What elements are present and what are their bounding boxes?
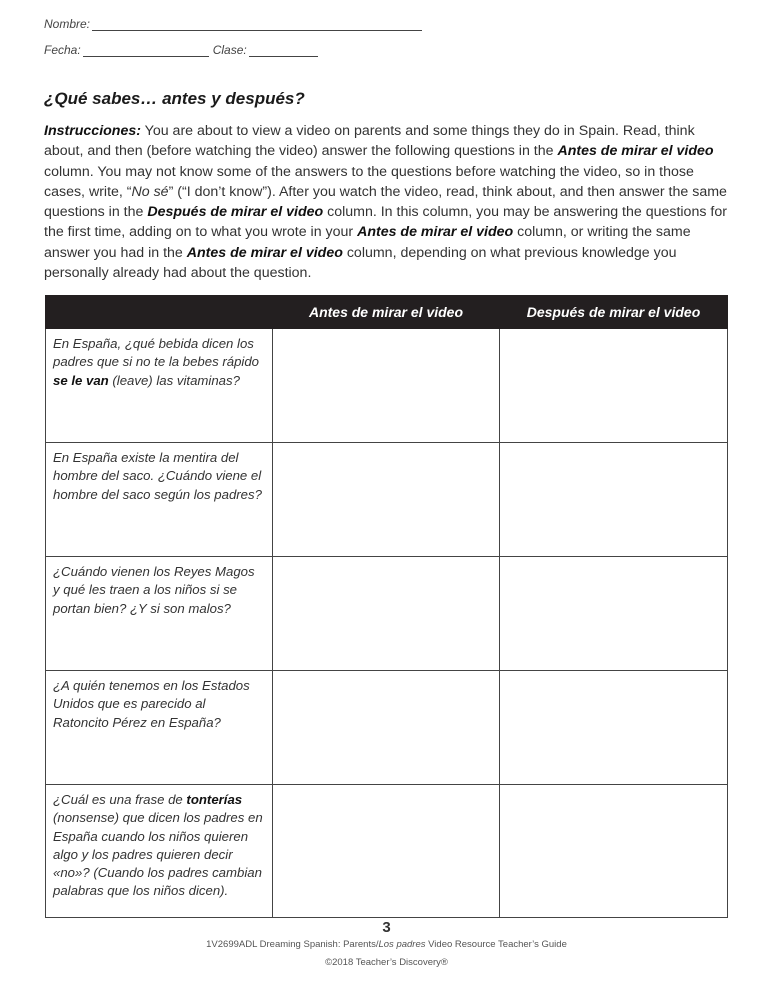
header-despues: Después de mirar el video	[500, 296, 728, 329]
answer-despues-cell[interactable]	[500, 671, 728, 785]
answer-antes-cell[interactable]	[273, 443, 500, 557]
question-cell	[46, 785, 273, 918]
instructions-text: column, or writing the same answer you had in the	[44, 224, 691, 261]
instructions-emphasis: Antes de mirar el video	[557, 143, 714, 160]
date-label: Fecha:	[44, 43, 81, 57]
page-number: 3	[382, 919, 391, 936]
instructions-text: column. You may not know some of the answers to the questions before watching the video, so in those cases, write, “	[44, 163, 694, 200]
question-text: ¿Cuál es una frase de	[53, 792, 187, 807]
table-row	[46, 785, 728, 918]
question-text: En España existe la mentira del hombre del saco. ¿Cuándo viene el hombre del saco según los padres?	[53, 450, 262, 502]
question-text: (nonsense) que dicen los padres en España cuando los niños quieren algo y los padres quieren decir «no»? (Cuando los padres cambian palabras que los niños dicen).	[53, 810, 263, 899]
footer-guide-title	[0, 939, 773, 950]
question-text: ¿Cuándo vienen los Reyes Magos y qué les traen a los niños si se portan bien? ¿Y si son malos?	[53, 564, 255, 616]
question-cell	[46, 329, 273, 443]
instructions-text: You are about to view a video on parents and some things they do in Spain. Read, think about, and then (before watching the video) answer the following questions in the	[44, 123, 695, 160]
answer-despues-cell[interactable]	[500, 443, 728, 557]
answer-despues-cell[interactable]	[500, 785, 728, 918]
header-antes: Antes de mirar el video	[273, 296, 500, 329]
instructions-no-se: No sé	[131, 183, 169, 200]
table-header-row	[46, 296, 728, 329]
name-field-row	[44, 17, 422, 31]
instructions-text: ” (“I don’t know”). After you watch the video, read, think about, and then answer the same questions in the	[44, 183, 727, 221]
name-input-line[interactable]	[92, 17, 422, 31]
instructions-paragraph	[44, 121, 734, 283]
header-question	[46, 296, 273, 329]
instructions-label: Instrucciones:	[44, 123, 141, 139]
question-text: En España, ¿qué bebida dicen los padres que si no te la bebes rápido	[53, 336, 260, 370]
footer-guide-suffix: Video Resource Teacher’s Guide	[425, 939, 567, 950]
question-text: ¿A quién tenemos en los Estados Unidos que es parecido al Ratoncito Pérez en España?	[53, 678, 250, 730]
question-keyword: tonterías	[186, 792, 243, 807]
question-cell	[46, 557, 273, 671]
instructions-emphasis: Después de mirar el video	[147, 204, 324, 221]
question-keyword: se le van	[53, 372, 109, 388]
answer-despues-cell[interactable]	[500, 557, 728, 671]
instructions-text: column, depending on what previous knowledge you personally already had about the question.	[44, 244, 677, 282]
footer-copyright: ©2018 Teacher’s Discovery®	[325, 957, 448, 968]
footer-guide-prefix: 1V2699ADL Dreaming Spanish: Parents/	[206, 939, 379, 950]
instructions-emphasis: Antes de mirar el video	[357, 224, 514, 241]
question-cell	[46, 671, 273, 785]
question-table	[45, 295, 728, 918]
date-class-row	[44, 43, 318, 57]
answer-antes-cell[interactable]	[273, 671, 500, 785]
answer-despues-cell[interactable]	[500, 329, 728, 443]
instructions-text: column. In this column, you may be answering the questions for the first time, adding on to what you wrote in your	[44, 204, 727, 241]
class-input-line[interactable]	[249, 43, 318, 57]
table-row	[46, 671, 728, 785]
question-text: (leave) las vitaminas?	[108, 372, 240, 388]
table-row	[46, 443, 728, 557]
answer-antes-cell[interactable]	[273, 785, 500, 918]
table-row	[46, 329, 728, 443]
instructions-emphasis: Antes de mirar el video	[186, 244, 343, 261]
page-title: ¿Qué sabes… antes y después?	[44, 89, 305, 108]
date-input-line[interactable]	[83, 43, 209, 57]
table-row	[46, 557, 728, 671]
class-label: Clase:	[212, 43, 247, 57]
name-label: Nombre:	[44, 17, 91, 31]
answer-antes-cell[interactable]	[273, 557, 500, 671]
question-cell	[46, 443, 273, 557]
footer-guide-italic: Los padres	[378, 939, 426, 950]
answer-antes-cell[interactable]	[273, 329, 500, 443]
